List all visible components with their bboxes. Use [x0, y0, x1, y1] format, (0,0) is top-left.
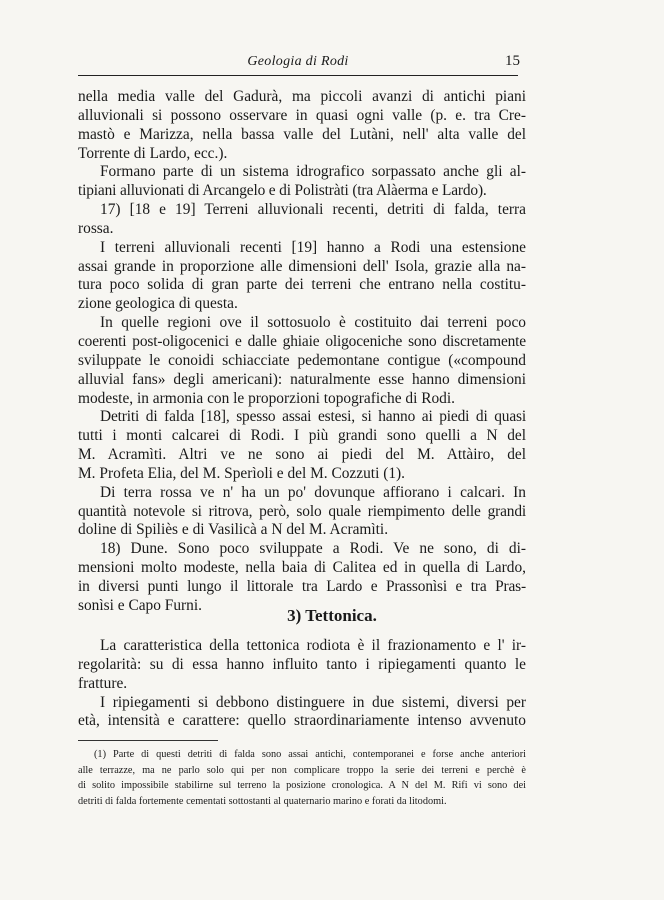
text-line: mensioni molto modeste, nella baia di Calitea ed in quella di Lardo, — [78, 559, 526, 577]
subsection-heading-17: 17) [18 e 19] Terreni alluvionali recenti, detriti di falda, terra — [100, 201, 526, 219]
text-line: nella media valle del Gadurà, ma piccoli avanzi di antichi piani — [78, 88, 526, 105]
footnotes — [78, 747, 526, 809]
text-line: mastò e Marizza, nella bassa valle del Lutàni, nell' alta valle del — [78, 125, 526, 143]
text-line: alluvial fans» degli americani): naturalmente esse hanno dimensioni — [78, 370, 526, 388]
text-line: M. Profeta Elia, del M. Sperìoli e del M. Cozzuti (1). — [78, 464, 405, 482]
main-text — [78, 88, 526, 616]
text-line: Di terra rossa ve n' ha un po' dovunque affiorano i calcari. In — [100, 483, 526, 501]
text-line: assai grande in proporzione alle dimensioni dell' Isola, grazie alla na- — [78, 257, 526, 275]
text-line: in diversi punti lungo il littorale tra Lardo e Prassonìsi e tra Pras- — [78, 577, 526, 595]
text-line: regolarità: su di essa hanno influito tanto i ripiegamenti quanto le — [78, 655, 526, 673]
text-line: doline di Spiliès e di Vasilicà a N del M. Acramìti. — [78, 521, 389, 539]
text-line: I terreni alluvionali recenti [19] hanno a Rodi una estensione — [100, 238, 526, 256]
text-line: Formano parte di un sistema idrografico sorpassato anche gli al- — [100, 163, 526, 181]
footnote-line: (1) Parte di questi detriti di falda sono assai antichi, contemporanei e forse anche anteriori — [94, 749, 526, 760]
running-title: Geologia di Rodi — [247, 54, 349, 69]
text-line: età, intensità e carattere: quello straordinariamente intenso avvenuto — [78, 712, 526, 730]
text-line: modeste, in armonia con le proporzioni topografiche di Rodi. — [78, 389, 455, 407]
text-line: tutti i monti calcarei di Rodi. I più grandi sono quelli a N del — [78, 427, 526, 445]
section-heading: 3) Tettonica. — [287, 606, 377, 625]
page-header — [78, 50, 518, 76]
text-line: alluvionali si possono osservare in quasi ogni valle (p. e. tra Cre- — [78, 106, 526, 124]
text-line: rossa. — [78, 219, 114, 237]
footnote-line: di solito impossibile stabilirne sul terreno la posizione cronologica. A N del M. Rifi vi sono dei — [78, 780, 526, 792]
text-line: La caratteristica della tettonica rodiota è il frazionamento e l' ir- — [100, 637, 526, 654]
header-rule — [78, 75, 518, 76]
subsection-heading-18: 18) Dune. Sono poco sviluppate a Rodi. Ve ne sono, di di- — [100, 540, 526, 558]
text-line: tura poco solida di gran parte dei terreni che entrano nella costitu- — [78, 276, 526, 294]
footnote-line: detriti di falda fortemente cementati sottostanti al quaternario marino e forati da litodomi. — [78, 795, 447, 807]
text-line: M. Acramìti. Altri ve ne sono ai piedi del M. Attàiro, del — [78, 446, 526, 464]
text-line: tipiani alluvionati di Arcangelo e di Polistràti (tra Alàerma e Lardo). — [78, 182, 487, 200]
footnote-rule — [78, 740, 218, 741]
text-line: Detriti di falda [18], spesso assai estesi, si hanno ai piedi di quasi — [100, 408, 526, 426]
text-line: Torrente di Lardo, ecc.). — [78, 144, 228, 162]
text-line: fratture. — [78, 674, 128, 692]
text-line: sviluppate le conoidi schiacciate pedemontane contigue («compound — [78, 351, 526, 369]
text-line: quantità notevole si ritrova, però, solo quale riempimento delle grandi — [78, 502, 526, 520]
text-line: sonìsi e Capo Furni. — [78, 596, 202, 614]
text-line: coerenti post-oligocenici e dalle ghiaie oligoceniche sono discretamente — [78, 332, 526, 350]
footnote-line: alle terrazze, ma ne parlo solo qui per non complicare troppo la serie dei terreni e perchè è — [78, 764, 526, 776]
text-line: zione geologica di questa. — [78, 295, 238, 313]
text-line: In quelle regioni ove il sottosuolo è costituito dai terreni poco — [100, 314, 526, 332]
text-line: I ripiegamenti si debbono distinguere in due sistemi, diversi per — [100, 693, 526, 711]
page-number: 15 — [505, 53, 520, 69]
section-text — [78, 637, 526, 731]
